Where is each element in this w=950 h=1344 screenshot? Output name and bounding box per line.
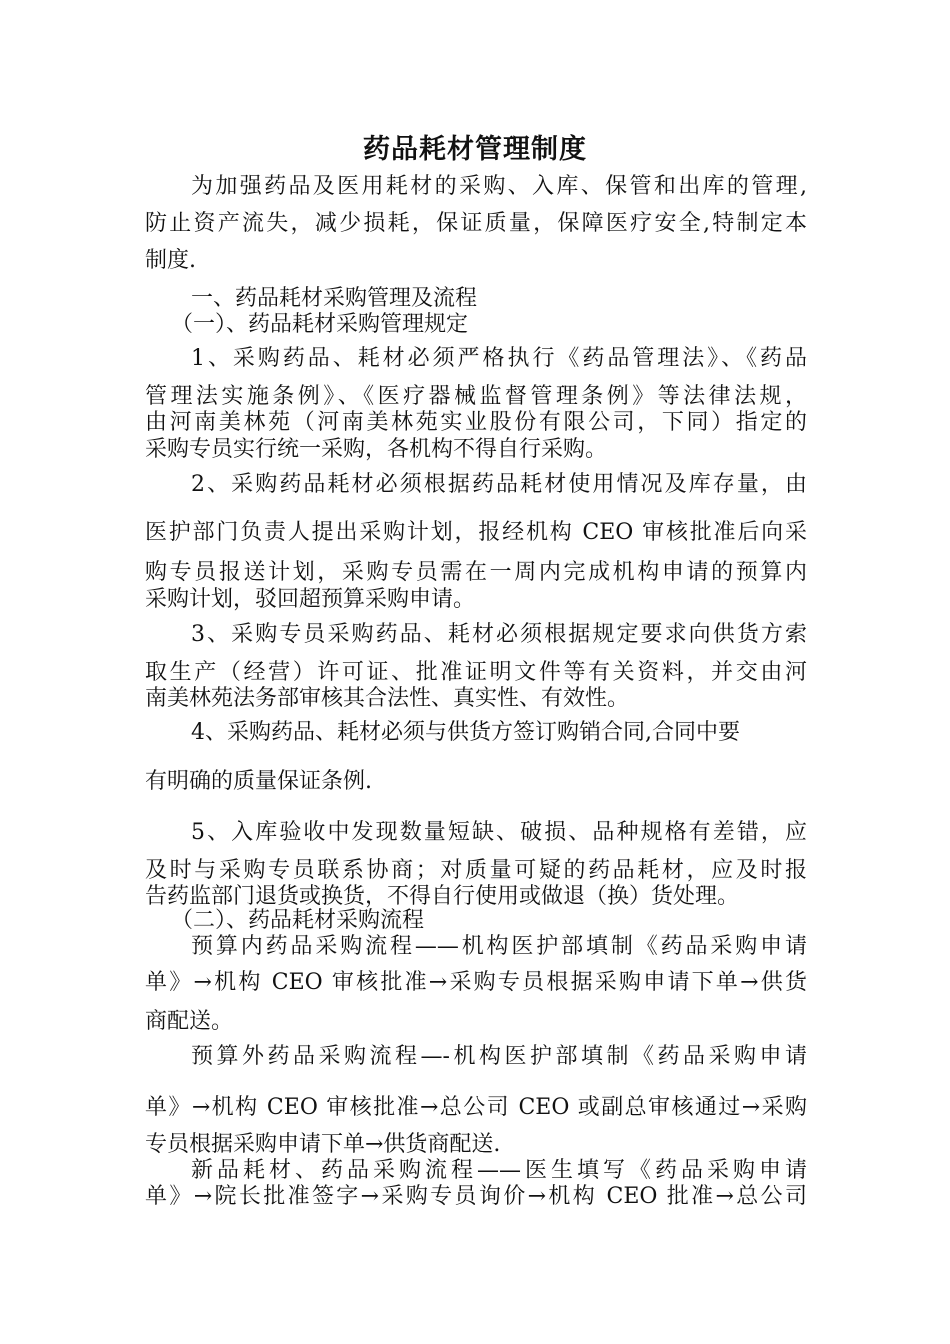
paragraph-line: 由河南美林苑（河南美林苑实业股份有限公司，下同）指定的 (145, 410, 807, 435)
paragraph-line: 5、入库验收中发现数量短缺、破损、品种规格有差错，应 (191, 820, 807, 845)
paragraph-line: 南美林苑法务部审核其合法性、真实性、有效性。 (145, 686, 630, 711)
section-heading: 一、药品耗材采购管理及流程 (191, 286, 478, 311)
paragraph-line: 取生产（经营）许可证、批准证明文件等有关资料，并交由河 (145, 660, 807, 685)
paragraph-line: 采购专员实行统一采购，各机构不得自行采购。 (145, 437, 608, 462)
paragraph-line: 制度. (145, 248, 196, 273)
paragraph-line: 3、采购专员采购药品、耗材必须根据规定要求向供货方索 (191, 622, 807, 647)
paragraph-line: 告药监部门退货或换货，不得自行使用或做退（换）货处理。 (145, 884, 740, 909)
paragraph-line: 采购计划，驳回超预算采购申请。 (145, 587, 476, 612)
paragraph-line: 及时与采购专员联系协商；对质量可疑的药品耗材，应及时报 (145, 858, 807, 883)
document-title: 药品耗材管理制度 (363, 134, 587, 165)
paragraph-line: 4、采购药品、耗材必须与供货方签订购销合同,合同中要 (191, 720, 740, 745)
paragraph-line: 有明确的质量保证条例. (145, 769, 372, 794)
paragraph-line: 为加强药品及医用耗材的采购、入库、保管和出库的管理, (191, 174, 807, 199)
paragraph-line: 1、采购药品、耗材必须严格执行《药品管理法》、《药品 (191, 346, 807, 371)
paragraph-line: 单》→机构 CEO 审核批准→采购专员根据采购申请下单→供货 (145, 970, 807, 995)
paragraph-line: 预算外药品采购流程—-机构医护部填制《药品采购申请 (191, 1044, 807, 1069)
paragraph-line: 医护部门负责人提出采购计划，报经机构 CEO 审核批准后向采 (145, 520, 807, 545)
paragraph-line: 商配送。 (145, 1009, 234, 1034)
paragraph-line: 单》→机构 CEO 审核批准→总公司 CEO 或副总审核通过→采购 (145, 1095, 807, 1120)
paragraph-line: 防止资产流失，减少损耗，保证质量，保障医疗安全,特制定本 (145, 211, 807, 236)
subsection-heading: （二）、药品耗材采购流程 (171, 908, 425, 933)
paragraph-line: 新品耗材、药品采购流程——医生填写《药品采购申请 (191, 1158, 807, 1183)
subsection-heading: （一）、药品耗材采购管理规定 (171, 312, 469, 337)
paragraph-line: 管理法实施条例》、《医疗器械监督管理条例》等法律法规， (145, 384, 807, 409)
paragraph-line: 预算内药品采购流程——机构医护部填制《药品采购申请 (191, 934, 807, 959)
paragraph-line: 专员根据采购申请下单→供货商配送. (145, 1132, 501, 1157)
paragraph-line: 购专员报送计划，采购专员需在一周内完成机构申请的预算内 (145, 560, 807, 585)
paragraph-line: 单》→院长批准签字→采购专员询价→机构 CEO 批准→总公司 (145, 1184, 807, 1209)
paragraph-line: 2、采购药品耗材必须根据药品耗材使用情况及库存量，由 (191, 472, 807, 497)
